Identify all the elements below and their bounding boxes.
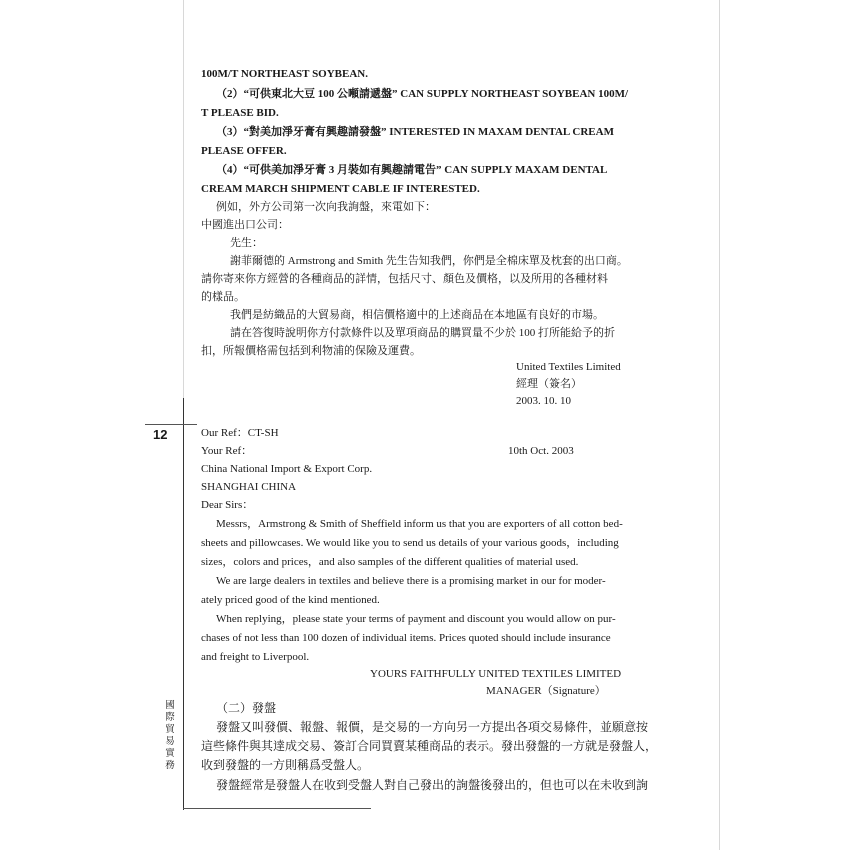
offer-para-2-line-1: 發盤經常是發盤人在收到受盤人對自己發出的詢盤後發出的，但也可以在未收到詢 xyxy=(216,778,649,792)
cn-para-1-line-2: 請你寄來你方經營的各種商品的詳情，包括尺寸、顏色及價格，以及所用的各種材料 xyxy=(201,273,608,285)
running-title: 國際貿易實務 xyxy=(165,701,175,771)
cn-addressee: 中國進出口公司： xyxy=(201,219,289,231)
en-para-2-line-2: ately priced good of the kind mentioned. xyxy=(201,594,380,606)
cn-para-1-line-1: 謝菲爾德的 Armstrong and Smith 先生告知我們，你們是全棉床單及枕套的出口商。 xyxy=(230,255,628,267)
recipient-address-2: SHANGHAI CHINA xyxy=(201,481,297,493)
example-3-line-2: PLEASE OFFER. xyxy=(201,145,287,157)
cn-salutation: 先生： xyxy=(230,237,263,249)
cn-para-3-line-1: 請在答復時說明你方付款條件以及單項商品的購買量不少於 100 打所能給予的折 xyxy=(230,327,615,339)
recipient-address-1: China National Import & Export Corp. xyxy=(201,463,373,475)
letter-date: 10th Oct. 2003 xyxy=(508,445,574,457)
en-para-3-line-3: and freight to Liverpool. xyxy=(201,651,310,663)
margin-rule xyxy=(183,398,184,810)
example-4-line-2: CREAM MARCH SHIPMENT CABLE IF INTERESTED. xyxy=(201,183,480,195)
your-ref: Your Ref： xyxy=(201,445,253,457)
example-1-continuation: 100M/T NORTHEAST SOYBEAN. xyxy=(201,68,368,80)
en-para-1-line-3: sizes，colors and prices，and also samples of the different qualities of material used. xyxy=(201,556,579,568)
cn-signature-date: 2003. 10. 10 xyxy=(516,395,571,407)
en-para-2-line-1: We are large dealers in textiles and believe there is a promising market in our for moder- xyxy=(216,575,606,587)
en-para-3-line-1: When replying，please state your terms of payment and discount you would allow on pur- xyxy=(216,613,616,625)
our-ref: Our Ref：CT-SH xyxy=(201,427,279,439)
section-heading-offer: （二）發盤 xyxy=(216,701,277,715)
offer-para-1-line-1: 發盤又叫發價、報盤、報價，是交易的一方向另一方提出各項交易條件，並願意按 xyxy=(216,720,649,734)
en-closing: YOURS FAITHFULLY UNITED TEXTILES LIMITED xyxy=(370,668,622,680)
example-4-line-1: （4）“可供美加淨牙膏 3 月裝如有興趣請電告” CAN SUPPLY MAXAM DENTAL xyxy=(216,164,608,176)
en-para-1-line-1: Messrs，Armstrong & Smith of Sheffield inform us that you are exporters of all cotton bed- xyxy=(216,518,623,530)
cn-para-2: 我們是紡織品的大貿易商，相信價格適中的上述商品在本地區有良好的市場。 xyxy=(230,309,604,321)
en-para-1-line-2: sheets and pillowcases. We would like you to send us details of your various goods，including xyxy=(201,537,619,549)
cn-para-1-line-3: 的樣品。 xyxy=(201,291,245,303)
example-2-line-1: （2）“可供東北大豆 100 公噸請遞盤” CAN SUPPLY NORTHEAST SOYBEAN 100M/ xyxy=(216,88,629,100)
offer-para-1-line-2: 這些條件與其達成交易、簽訂合同買賣某種商品的表示。發出發盤的一方就是發盤人， xyxy=(201,739,658,753)
letter-intro: 例如，外方公司第一次向我詢盤，來電如下： xyxy=(216,201,436,213)
bottom-rule xyxy=(183,808,371,809)
page-number: 12 xyxy=(153,427,168,442)
cn-signature-title: 經理（簽名） xyxy=(516,378,582,390)
example-2-line-2: T PLEASE BID. xyxy=(201,107,279,119)
en-signer: MANAGER（Signature） xyxy=(486,685,606,697)
example-3-line-1: （3）“對美加淨牙膏有興趣請發盤” INTERESTED IN MAXAM DENTAL CREAM xyxy=(216,126,614,138)
page-edge-right xyxy=(719,0,720,850)
cn-signature-company: United Textiles Limited xyxy=(516,361,621,373)
offer-para-1-line-3: 收到發盤的一方則稱爲受盤人。 xyxy=(201,758,370,772)
cn-para-3-line-2: 扣，所報價格需包括到利物浦的保險及運費。 xyxy=(201,345,421,357)
en-salutation: Dear Sirs： xyxy=(201,499,254,511)
page-number-rule xyxy=(145,424,197,425)
page-edge-left xyxy=(183,0,184,420)
en-para-3-line-2: chases of not less than 100 dozen of individual items. Prices quoted should include insurance xyxy=(201,632,611,644)
